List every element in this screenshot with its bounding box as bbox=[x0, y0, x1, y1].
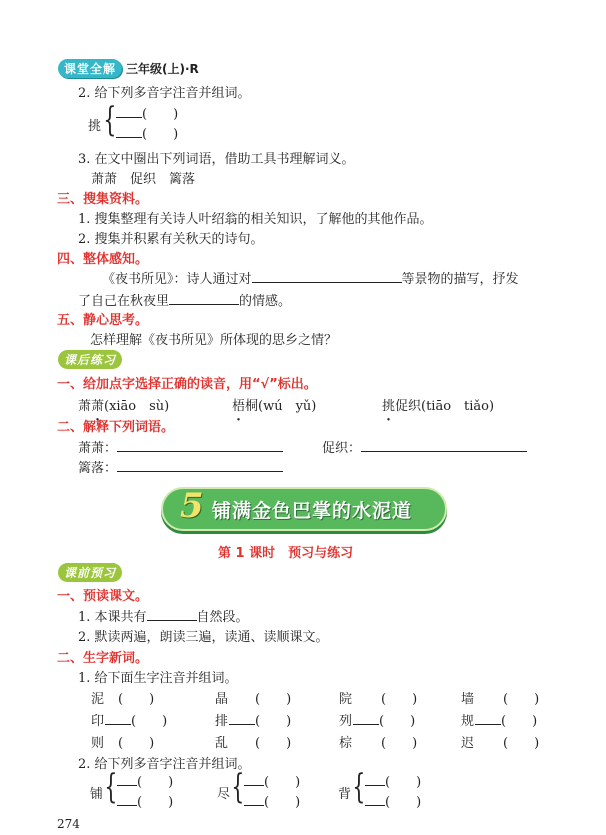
char-blank[interactable]: ( ) bbox=[503, 692, 540, 707]
poly-char: 背 bbox=[338, 787, 352, 802]
poly-blank[interactable]: ( ) bbox=[365, 771, 421, 790]
lesson-title: 铺满金色巴掌的水泥道 bbox=[212, 500, 413, 522]
pre-q1: 1. 给下面生字注音并组词。 bbox=[78, 671, 238, 686]
sec3-item2: 2. 搜集并积累有关秋天的诗句。 bbox=[78, 232, 264, 247]
poly-blank[interactable]: ( ) bbox=[117, 791, 173, 810]
brace-icon: { bbox=[231, 767, 245, 807]
poly-blank[interactable]: ( ) bbox=[244, 791, 300, 810]
char-cell: 迟 bbox=[461, 736, 475, 751]
sec4-blank-1[interactable] bbox=[252, 270, 402, 283]
char-blank[interactable]: ( ) bbox=[381, 692, 418, 707]
sec4-line2 bbox=[78, 290, 291, 309]
sec5-title: 五、静心思考。 bbox=[57, 313, 149, 328]
def-blank-1[interactable] bbox=[117, 439, 283, 452]
pre-i2: 2. 默读两遍，朗读三遍，读通、读顺课文。 bbox=[78, 630, 329, 645]
after-r1[interactable]: 萧萧(xiāo sù) bbox=[78, 399, 170, 414]
char-blank[interactable]: ( ) bbox=[118, 736, 155, 751]
char-blank[interactable]: ( ) bbox=[353, 710, 415, 729]
def-cuzhi: 促织： bbox=[322, 437, 527, 456]
sec4-blank-2[interactable] bbox=[169, 292, 239, 305]
char-blank[interactable]: ( ) bbox=[255, 692, 292, 707]
def-blank-2[interactable] bbox=[361, 439, 527, 452]
char-cell: 棕 bbox=[339, 736, 353, 751]
char-blank[interactable]: ( ) bbox=[381, 736, 418, 751]
pre-badge: 课前预习 bbox=[58, 563, 122, 582]
emphasis-dot bbox=[232, 398, 245, 417]
char-cell: 规 bbox=[461, 714, 475, 729]
sec5-question: 怎样理解《夜书所见》所体现的思乡之情？ bbox=[90, 333, 338, 348]
after-t1: 一、给加点字选择正确的读音，用“√”标出。 bbox=[57, 377, 317, 392]
char-cell: 印 bbox=[91, 714, 105, 729]
char-cell: 晶 bbox=[215, 692, 229, 707]
q3-words: 萧萧 促织 篱落 bbox=[91, 172, 196, 187]
sec4-line2-a: 了自己在秋夜里 bbox=[78, 294, 170, 309]
pre-t2: 二、生字新词。 bbox=[57, 651, 149, 666]
pre-i1: 1. 本课共有 自然段。 bbox=[78, 610, 249, 625]
brace-icon: { bbox=[103, 100, 117, 140]
sec4-line1 bbox=[102, 268, 519, 287]
char-cell: 排 bbox=[215, 714, 229, 729]
grade-label: 三年级(上)·R bbox=[126, 62, 199, 76]
char-cell: 列 bbox=[339, 714, 353, 729]
poly-blank[interactable]: ( ) bbox=[244, 771, 300, 790]
q3-text: 3. 在文中圈出下列词语，借助工具书理解词义。 bbox=[78, 152, 355, 167]
poly-char: 尽 bbox=[217, 787, 231, 802]
def-xiaoxiao: 萧萧： bbox=[78, 437, 283, 456]
char-cell: 院 bbox=[339, 692, 353, 707]
char-blank[interactable]: ( ) bbox=[503, 736, 540, 751]
sec4-line2-b: 的情感。 bbox=[239, 294, 292, 309]
poly-blank[interactable]: ( ) bbox=[117, 771, 173, 790]
char-cell: 泥 bbox=[91, 692, 105, 707]
char-blank[interactable]: ( ) bbox=[255, 736, 292, 751]
tiao-blank-2[interactable]: ( ) bbox=[116, 123, 178, 142]
pre-t1: 一、预读课文。 bbox=[57, 589, 149, 604]
char-blank[interactable]: ( ) bbox=[475, 710, 537, 729]
def-blank-3[interactable] bbox=[117, 459, 283, 472]
pre-blank-paragraphs[interactable] bbox=[147, 608, 197, 621]
pre-q2: 2. 给下列多音字注音并组词。 bbox=[78, 757, 251, 772]
sec3-title: 三、搜集资料。 bbox=[57, 192, 149, 207]
char-blank[interactable]: ( ) bbox=[105, 710, 167, 729]
lesson-number: 5 bbox=[180, 486, 204, 526]
lesson-subtitle: 第 1 课时 预习与练习 bbox=[218, 546, 354, 561]
sec4-line1-a: 《夜书所见》：诗人通过对 bbox=[102, 272, 252, 287]
after-r2[interactable]: 梧桐(wú yǔ) bbox=[232, 399, 317, 414]
page-number: 274 bbox=[57, 817, 80, 831]
sec4-title: 四、整体感知。 bbox=[57, 252, 149, 267]
after-t2: 二、解释下列词语。 bbox=[57, 420, 175, 435]
brace-icon: { bbox=[104, 767, 118, 807]
char-cell: 墙 bbox=[461, 692, 475, 707]
emphasis-dot bbox=[382, 398, 395, 417]
poly-blank[interactable]: ( ) bbox=[365, 791, 421, 810]
char-cell: 则 bbox=[91, 736, 105, 751]
q2-text: 2. 给下列多音字注音并组词。 bbox=[78, 86, 251, 101]
sec4-line1-b: 等景物的描写，抒发 bbox=[401, 272, 519, 287]
brace-icon: { bbox=[352, 767, 366, 807]
def-liluo: 篱落： bbox=[78, 457, 283, 476]
char-blank[interactable]: ( ) bbox=[229, 710, 291, 729]
tiao-blank-1[interactable]: ( ) bbox=[116, 103, 178, 122]
after-badge: 课后练习 bbox=[58, 350, 122, 369]
char-blank[interactable]: ( ) bbox=[118, 692, 155, 707]
sec3-item1: 1. 搜集整理有关诗人叶绍翁的相关知识，了解他的其他作品。 bbox=[78, 212, 433, 227]
char-tiao: 挑 bbox=[88, 119, 102, 134]
poly-char: 铺 bbox=[90, 787, 104, 802]
header-badge: 课堂全解 bbox=[58, 59, 122, 78]
char-cell: 乱 bbox=[215, 736, 229, 751]
emphasis-dot bbox=[78, 398, 104, 417]
after-r3[interactable]: 挑促织(tiāo tiǎo) bbox=[382, 399, 495, 414]
